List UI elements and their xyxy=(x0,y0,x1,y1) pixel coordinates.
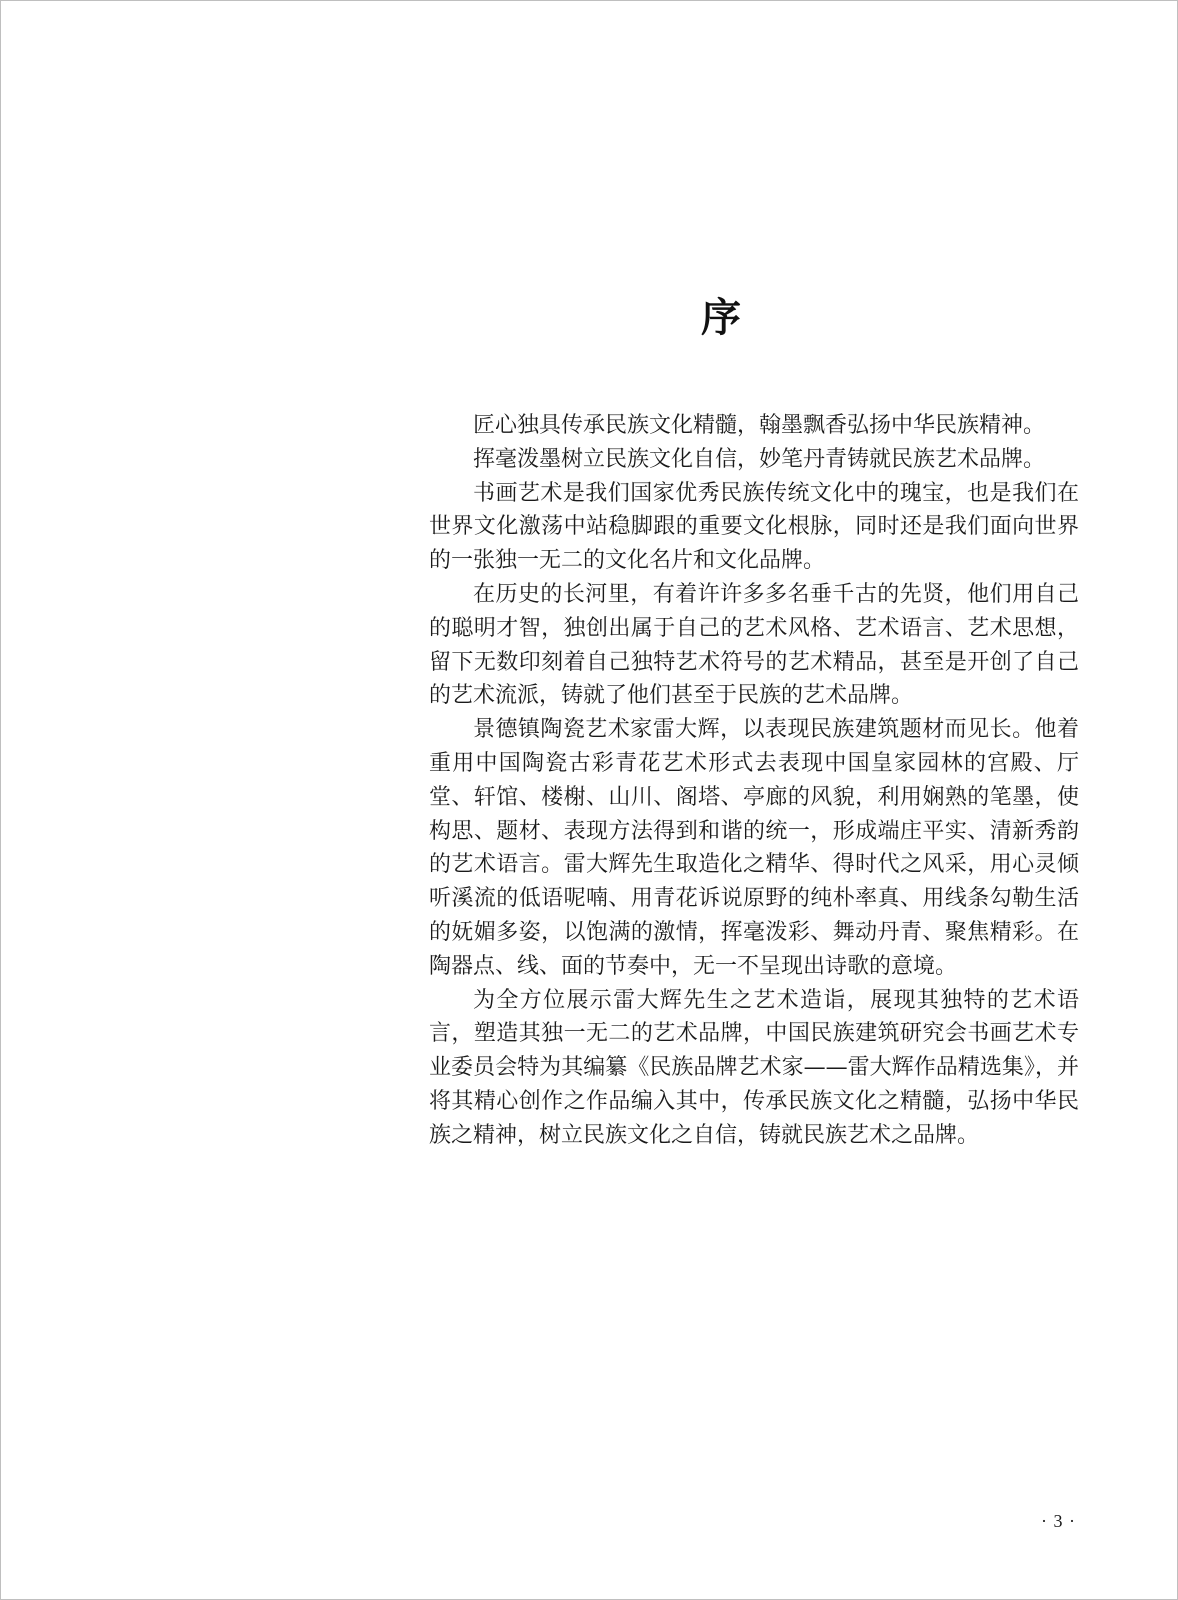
paragraph-4: 在历史的长河里，有着许许多多名垂千古的先贤，他们用自己的聪明才智，独创出属于自己的艺术风格、艺术语言、艺术思想，留下无数印刻着自己独特艺术符号的艺术精品，甚至是开创了自己的艺术流派，铸就了他们甚至于民族的艺术品牌。 xyxy=(429,581,1079,709)
paragraph-5: 景德镇陶瓷艺术家雷大辉，以表现民族建筑题材而见长。他着重用中国陶瓷古彩青花艺术形式去表现中国皇家园林的宫殿、厅堂、轩馆、楼榭、山川、阁塔、亭廊的风貌，利用娴熟的笔墨，使构思、题材、表现方法得到和谐的统一，形成端庄平实、清新秀韵的艺术语言。雷大辉先生取造化之精华、得时代之风采，用心灵倾听溪流的低语呢喃、用青花诉说原野的纯朴率真、用线条勾勒生活的妩媚多姿，以饱满的激情，挥毫泼彩、舞动丹青、聚焦精彩。在陶器点、线、面的节奏中，无一不呈现出诗歌的意境。 xyxy=(429,717,1079,979)
page-title: 序 xyxy=(701,294,741,341)
paragraph-2: 挥毫泼墨树立民族文化自信，妙笔丹青铸就民族艺术品牌。 xyxy=(473,446,1046,472)
page-number: · 3 · xyxy=(1041,1511,1076,1531)
body-text xyxy=(429,409,1079,1153)
paragraph-6: 为全方位展示雷大辉先生之艺术造诣，展现其独特的艺术语言，塑造其独一无二的艺术品牌，中国民族建筑研究会书画艺术专业委员会特为其编纂《民族品牌艺术家——雷大辉作品精选集》，并将其精心创作之作品编入其中，传承民族文化之精髓，弘扬中华民族之精神，树立民族文化之自信，铸就民族艺术之品牌。 xyxy=(429,987,1079,1148)
paragraph-3: 书画艺术是我们国家优秀民族传统文化中的瑰宝，也是我们在世界文化激荡中站稳脚跟的重要文化根脉，同时还是我们面向世界的一张独一无二的文化名片和文化品牌。 xyxy=(429,480,1079,574)
paragraph-1: 匠心独具传承民族文化精髓，翰墨飘香弘扬中华民族精神。 xyxy=(473,413,1046,438)
